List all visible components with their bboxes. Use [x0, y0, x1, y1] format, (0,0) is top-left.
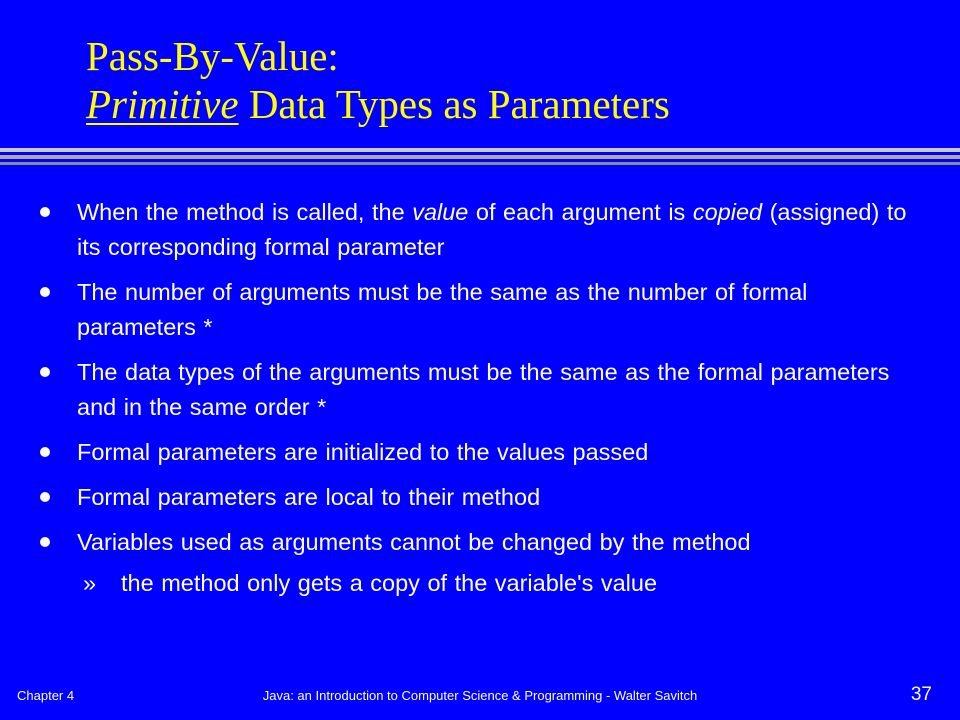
sub-bullet-marker-icon: »: [83, 570, 97, 596]
bullet-text: The number of arguments must be the same as the number of formal parameters *: [77, 279, 808, 340]
bullet-text: Variables used as arguments cannot be changed by the method: [77, 529, 751, 555]
bullet-dot-icon: [40, 492, 50, 502]
sub-bullet-item: [40, 566, 930, 601]
bullet-text: Formal parameters are local to their method: [77, 484, 541, 510]
bullet-text: When the method is called, the: [77, 199, 413, 225]
footer-credit: Java: an Introduction to Computer Science & Programming - Walter Savitch: [262, 688, 698, 703]
bullet-text: The data types of the arguments must be the same as the formal parameters and in the same order *: [77, 359, 890, 420]
bullet-text: (assigned) to its corresponding formal parameter: [77, 199, 907, 260]
bullet-dot-icon: [40, 287, 50, 297]
divider-line: [0, 148, 960, 152]
bullet-dot-icon: [40, 367, 50, 377]
title-line-2-rest: Data Types as Parameters: [238, 81, 670, 127]
title-emphasis-word: Primitive: [86, 81, 239, 127]
sub-bullet-text: the method only gets a copy of the variable's value: [121, 570, 658, 596]
slide-title: [86, 32, 946, 128]
page-number: 37: [910, 684, 932, 705]
bullet-emphasis: copied: [692, 199, 763, 225]
divider-line: [0, 155, 960, 159]
bullet-list: [40, 195, 930, 601]
bullet-dot-icon: [40, 207, 50, 217]
title-line-1: Pass-By-Value:: [86, 33, 339, 79]
bullet-item: [40, 435, 930, 470]
bullet-dot-icon: [40, 447, 50, 457]
bullet-item: [40, 480, 930, 515]
bullet-dot-icon: [40, 537, 50, 547]
bullet-text: Formal parameters are initialized to the values passed: [77, 439, 649, 465]
bullet-item: [40, 195, 930, 265]
footer-chapter: Chapter 4: [17, 688, 75, 703]
bullet-item: [40, 275, 930, 345]
title-line-2: [86, 80, 946, 128]
divider-line: [0, 162, 960, 165]
bullet-item: [40, 355, 930, 425]
bullet-text: of each argument is: [468, 199, 693, 225]
bullet-item: [40, 525, 930, 560]
title-divider: [0, 148, 960, 168]
bullet-emphasis: value: [412, 199, 469, 225]
